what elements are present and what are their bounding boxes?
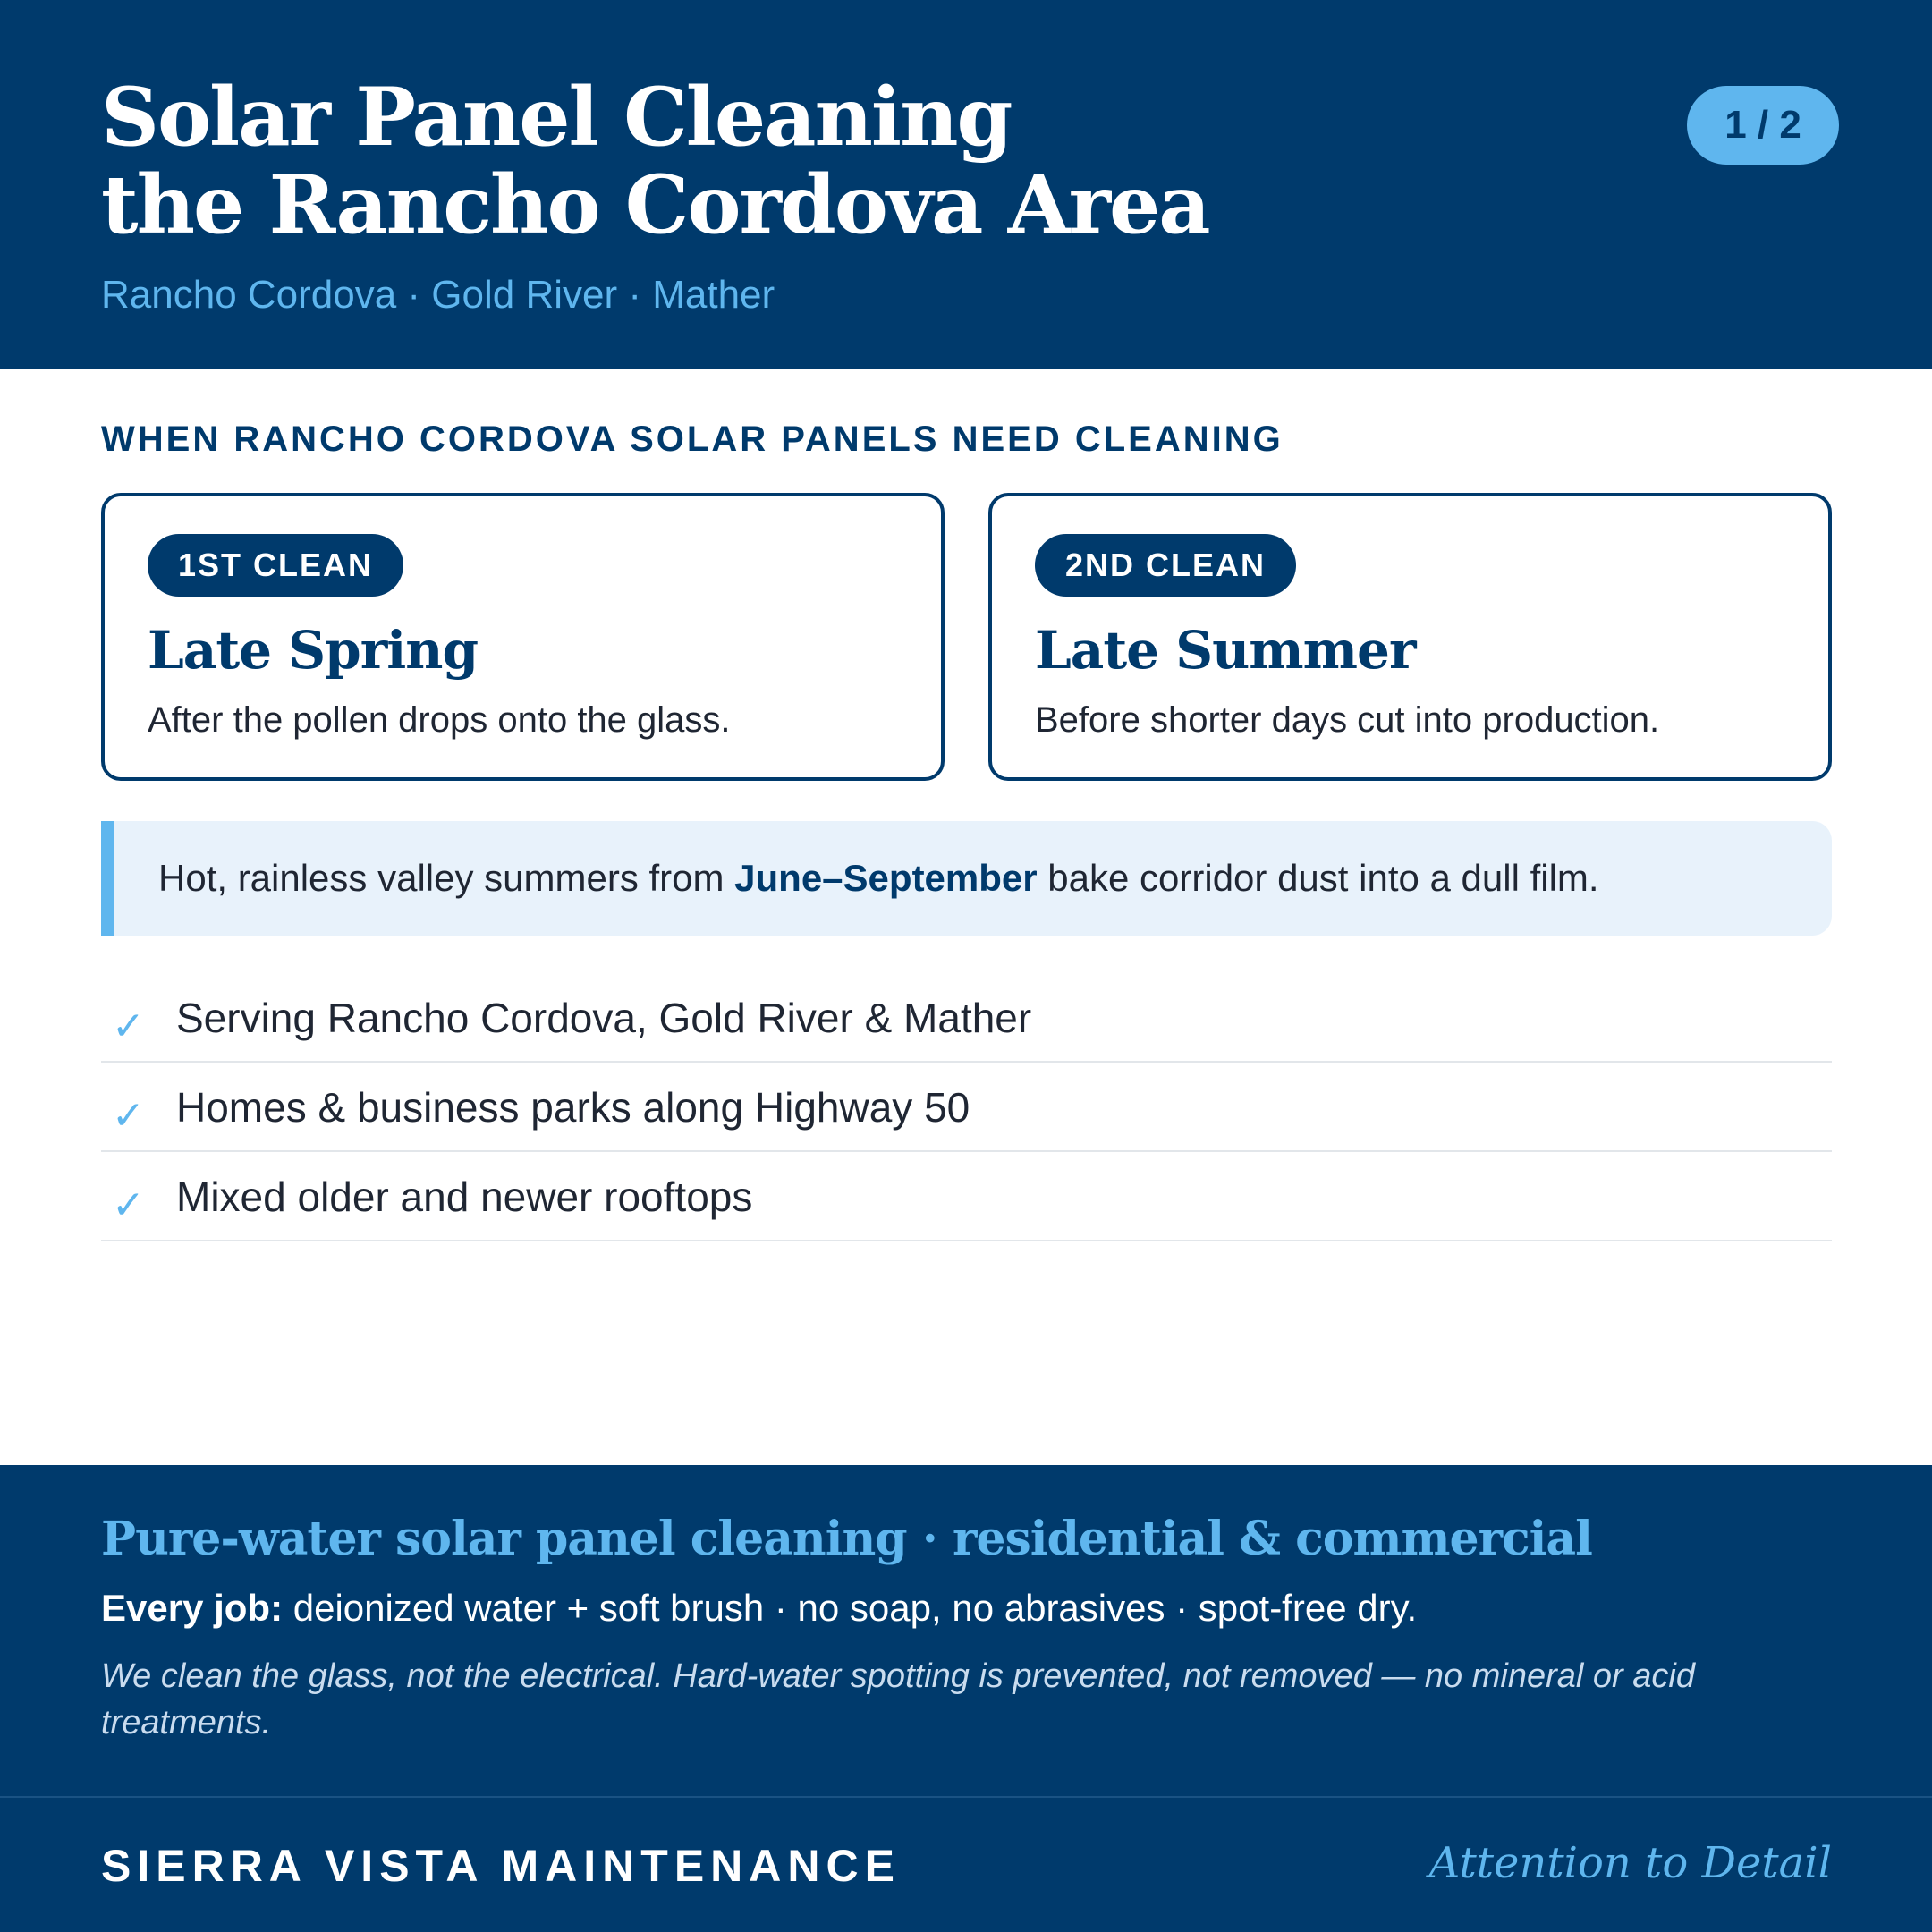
section-heading: WHEN RANCHO CORDOVA SOLAR PANELS NEED CLEANING [101,419,1284,459]
checklist-item [101,1152,1832,1241]
card-description: After the pollen drops onto the glass. [148,700,731,740]
header-banner [0,0,1932,369]
checkmark-icon: ✓ [112,1183,145,1227]
climate-callout [101,821,1832,936]
page-title [101,70,1622,252]
footer-divider [0,1796,1932,1798]
callout-highlight: June–September [734,857,1038,899]
card-title: Late Spring [148,620,479,681]
clean-card-first [101,493,945,781]
checklist-item-text: Serving Rancho Cordova, Gold River & Mather [176,995,1032,1041]
service-checklist [101,973,1832,1241]
process-label: Every job: [101,1587,284,1629]
callout-text [158,852,1822,905]
footer-banner [0,1465,1932,1932]
card-title: Late Summer [1035,620,1416,681]
brand-slogan: Attention to Detail [1428,1838,1832,1888]
callout-text-before: Hot, rainless valley summers from [158,857,735,899]
process-text: deionized water + soft brush · no soap, no abrasives · spot-free dry. [283,1587,1418,1629]
checklist-item [101,973,1832,1063]
footer-process [101,1581,1417,1635]
checkmark-icon: ✓ [112,1004,145,1048]
card-description: Before shorter days cut into production. [1035,700,1660,740]
checklist-item-text: Homes & business parks along Highway 50 [176,1084,970,1131]
card-pill-label: 1ST CLEAN [148,534,403,597]
brand-name: SIERRA VISTA MAINTENANCE [101,1841,901,1891]
checkmark-icon: ✓ [112,1094,145,1138]
title-line-2: the Rancho Cordova Area [101,157,1209,252]
footer-tagline: Pure-water solar panel cleaning · residential & commercial [101,1512,1592,1566]
checklist-item-text: Mixed older and newer rooftops [176,1174,753,1220]
card-pill-label: 2ND CLEAN [1035,534,1296,597]
title-line-1: Solar Panel Cleaning [101,70,1012,165]
callout-text-after: bake corridor dust into a dull film. [1037,857,1599,899]
checklist-item [101,1063,1832,1152]
page-indicator-badge: 1 / 2 [1687,86,1839,165]
footer-disclaimer: We clean the glass, not the electrical. Hard-water spotting is prevented, not removed — no mineral or acid treatments. [101,1657,1695,1741]
clean-card-second [988,493,1832,781]
service-areas-subtitle: Rancho Cordova · Gold River · Mather [101,273,775,317]
